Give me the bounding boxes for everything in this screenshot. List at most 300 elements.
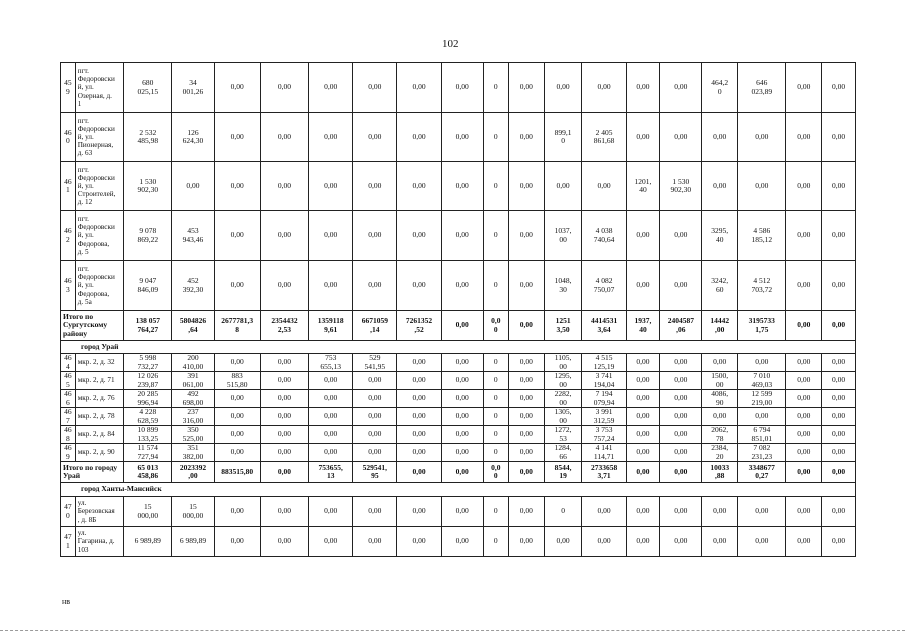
value-cell: 0,00 <box>353 408 397 426</box>
value-cell: 1 530 902,30 <box>124 162 172 211</box>
value-cell: 0,00 <box>786 63 822 113</box>
value-cell: 0,00 <box>441 211 483 261</box>
value-cell: 0 <box>483 426 508 444</box>
value-cell: 0,00 <box>309 408 353 426</box>
value-cell: 0,00 <box>822 426 856 444</box>
value-cell: 0,00 <box>822 63 856 113</box>
value-cell: 0,00 <box>260 462 308 483</box>
value-cell: 0,00 <box>214 113 260 162</box>
value-cell: 0 <box>544 497 582 527</box>
address-cell: мкр. 2, д. 90 <box>75 444 123 462</box>
value-cell: 0,00 <box>309 113 353 162</box>
row-index-cell: 46 5 <box>61 372 76 390</box>
value-cell: 12 599 219,00 <box>738 390 786 408</box>
value-cell: 0,00 <box>309 497 353 527</box>
address-cell: пгт. Федоровски й, ул. Федорова, д. 5 <box>75 211 123 261</box>
value-cell: 0 <box>483 162 508 211</box>
value-cell: 20 285 996,94 <box>124 390 172 408</box>
value-cell: 0,00 <box>508 311 544 341</box>
value-cell: 0,00 <box>544 63 582 113</box>
value-cell: 0,00 <box>441 497 483 527</box>
value-cell: 0 <box>483 497 508 527</box>
value-cell: 1305, 00 <box>544 408 582 426</box>
value-cell: 0,00 <box>214 426 260 444</box>
value-cell: 0,00 <box>260 113 308 162</box>
value-cell: 0,00 <box>738 497 786 527</box>
table-body <box>61 63 856 557</box>
value-cell: 0,00 <box>544 162 582 211</box>
value-cell: 0,00 <box>822 211 856 261</box>
value-cell: 0,00 <box>441 462 483 483</box>
value-cell: 0,00 <box>353 113 397 162</box>
value-cell: 0,00 <box>626 261 660 311</box>
value-cell: 0,00 <box>822 527 856 557</box>
total-row <box>61 462 856 483</box>
section-title: город Ханты-Мансийск <box>61 483 856 497</box>
value-cell: 0,00 <box>660 211 702 261</box>
value-cell: 0,00 <box>786 390 822 408</box>
row-index-cell: 45 9 <box>61 63 76 113</box>
row-index-cell: 46 6 <box>61 390 76 408</box>
value-cell: 0,00 <box>626 63 660 113</box>
row-index-cell: 46 8 <box>61 426 76 444</box>
value-cell: 0,00 <box>786 311 822 341</box>
value-cell: 237 316,00 <box>172 408 214 426</box>
table-row <box>61 162 856 211</box>
value-cell: 0,00 <box>309 527 353 557</box>
address-cell: пгт. Федоровски й, ул. Пионерная, д. 63 <box>75 113 123 162</box>
value-cell: 0,00 <box>786 113 822 162</box>
value-cell: 0 <box>483 261 508 311</box>
value-cell: 1284, 66 <box>544 444 582 462</box>
value-cell: 4 082 750,07 <box>582 261 626 311</box>
value-cell: 0,00 <box>441 527 483 557</box>
value-cell: 0,00 <box>260 162 308 211</box>
value-cell: 0,00 <box>786 497 822 527</box>
value-cell: 0,00 <box>397 211 441 261</box>
value-cell: 0 <box>483 408 508 426</box>
value-cell: 0,00 <box>214 211 260 261</box>
address-cell: мкр. 2, д. 78 <box>75 408 123 426</box>
value-cell: 1295, 00 <box>544 372 582 390</box>
value-cell: 0,00 <box>353 211 397 261</box>
value-cell: 0,00 <box>441 113 483 162</box>
value-cell: 0,00 <box>508 372 544 390</box>
value-cell: 2 532 485,98 <box>124 113 172 162</box>
value-cell: 0,00 <box>214 527 260 557</box>
value-cell: 0,00 <box>508 113 544 162</box>
value-cell: 0,00 <box>397 162 441 211</box>
value-cell: 1048, 30 <box>544 261 582 311</box>
value-cell: 10 899 133,25 <box>124 426 172 444</box>
table-row <box>61 372 856 390</box>
value-cell: 753655, 13 <box>309 462 353 483</box>
value-cell: 2404587 ,06 <box>660 311 702 341</box>
value-cell: 0,00 <box>260 444 308 462</box>
value-cell: 0,00 <box>309 426 353 444</box>
value-cell: 0,00 <box>260 261 308 311</box>
value-cell: 0,00 <box>660 390 702 408</box>
value-cell: 0,00 <box>738 527 786 557</box>
value-cell: 0,00 <box>353 426 397 444</box>
value-cell: 0,00 <box>309 261 353 311</box>
value-cell: 0 <box>483 527 508 557</box>
value-cell: 0,00 <box>397 462 441 483</box>
value-cell: 0,00 <box>660 354 702 372</box>
value-cell: 0,00 <box>626 113 660 162</box>
value-cell: 1 530 902,30 <box>660 162 702 211</box>
value-cell: 0,00 <box>626 408 660 426</box>
value-cell: 0 <box>483 354 508 372</box>
value-cell: 0,00 <box>397 408 441 426</box>
value-cell: 5804826 ,64 <box>172 311 214 341</box>
value-cell: 0,00 <box>397 63 441 113</box>
row-index-cell: 46 2 <box>61 211 76 261</box>
value-cell: 4 586 185,12 <box>738 211 786 261</box>
value-cell: 0,00 <box>822 408 856 426</box>
value-cell: 0,00 <box>544 527 582 557</box>
value-cell: 0,00 <box>822 311 856 341</box>
value-cell: 0,00 <box>582 527 626 557</box>
value-cell: 0,00 <box>786 444 822 462</box>
value-cell: 0,00 <box>786 372 822 390</box>
value-cell: 0,00 <box>508 211 544 261</box>
value-cell: 0,00 <box>822 462 856 483</box>
value-cell: 2733658 3,71 <box>582 462 626 483</box>
value-cell: 753 655,13 <box>309 354 353 372</box>
value-cell: 0,00 <box>214 63 260 113</box>
value-cell: 0,00 <box>260 426 308 444</box>
value-cell: 0,00 <box>822 354 856 372</box>
value-cell: 0,00 <box>309 211 353 261</box>
value-cell: 0,00 <box>508 527 544 557</box>
value-cell: 0,00 <box>441 261 483 311</box>
address-cell: пгт. Федоровски й, ул. Федорова, д. 5а <box>75 261 123 311</box>
value-cell: 4086, 90 <box>702 390 738 408</box>
value-cell: 6 794 851,01 <box>738 426 786 444</box>
value-cell: 0,00 <box>353 444 397 462</box>
value-cell: 0,00 <box>660 462 702 483</box>
value-cell: 453 943,46 <box>172 211 214 261</box>
value-cell: 0,00 <box>397 261 441 311</box>
value-cell: 6 989,89 <box>124 527 172 557</box>
table-row <box>61 63 856 113</box>
value-cell: 10033 ,88 <box>702 462 738 483</box>
value-cell: 0,00 <box>626 354 660 372</box>
value-cell: 4 038 740,64 <box>582 211 626 261</box>
value-cell: 0,00 <box>660 113 702 162</box>
value-cell: 0,00 <box>660 408 702 426</box>
value-cell: 0,00 <box>702 162 738 211</box>
value-cell: 2384, 20 <box>702 444 738 462</box>
value-cell: 0,00 <box>582 63 626 113</box>
table-row <box>61 390 856 408</box>
value-cell: 11 574 727,94 <box>124 444 172 462</box>
value-cell: 0,0 0 <box>483 462 508 483</box>
value-cell: 0,00 <box>397 390 441 408</box>
value-cell: 350 525,00 <box>172 426 214 444</box>
value-cell: 0,00 <box>702 497 738 527</box>
value-cell: 0,00 <box>786 354 822 372</box>
value-cell: 0 <box>483 113 508 162</box>
value-cell: 0,00 <box>508 444 544 462</box>
address-cell: мкр. 2, д. 32 <box>75 354 123 372</box>
value-cell: 0,00 <box>397 113 441 162</box>
total-row <box>61 311 856 341</box>
value-cell: 0,00 <box>738 408 786 426</box>
value-cell: 1272, 53 <box>544 426 582 444</box>
value-cell: 0,00 <box>441 311 483 341</box>
value-cell: 391 061,00 <box>172 372 214 390</box>
value-cell: 0,00 <box>397 426 441 444</box>
value-cell: 3 753 757,24 <box>582 426 626 444</box>
value-cell: 3348677 0,27 <box>738 462 786 483</box>
value-cell: 0,00 <box>626 444 660 462</box>
value-cell: 0,00 <box>822 497 856 527</box>
value-cell: 0,00 <box>397 497 441 527</box>
table-row <box>61 354 856 372</box>
value-cell: 0,00 <box>660 261 702 311</box>
value-cell: 0,00 <box>626 372 660 390</box>
value-cell: 0,00 <box>660 527 702 557</box>
value-cell: 7 194 079,94 <box>582 390 626 408</box>
value-cell: 4 512 703,72 <box>738 261 786 311</box>
value-cell: 0,00 <box>702 527 738 557</box>
value-cell: 0,00 <box>822 390 856 408</box>
value-cell: 1105, 00 <box>544 354 582 372</box>
value-cell: 0,00 <box>822 444 856 462</box>
value-cell: 0,00 <box>309 63 353 113</box>
value-cell: 2354432 2,53 <box>260 311 308 341</box>
value-cell: 0,00 <box>309 444 353 462</box>
value-cell: 0,00 <box>702 354 738 372</box>
value-cell: 0,00 <box>626 390 660 408</box>
table-row <box>61 426 856 444</box>
table-row <box>61 113 856 162</box>
value-cell: 0,00 <box>508 408 544 426</box>
value-cell: 0,00 <box>260 211 308 261</box>
value-cell: 0,00 <box>214 390 260 408</box>
row-index-cell: 46 3 <box>61 261 76 311</box>
value-cell: 0,00 <box>260 527 308 557</box>
value-cell: 3 741 194,04 <box>582 372 626 390</box>
value-cell: 0,00 <box>441 372 483 390</box>
value-cell: 0,00 <box>786 162 822 211</box>
value-cell: 3 991 312,59 <box>582 408 626 426</box>
value-cell: 4 141 114,71 <box>582 444 626 462</box>
value-cell: 0,00 <box>353 162 397 211</box>
table-row <box>61 211 856 261</box>
scan-edge-line <box>0 630 905 631</box>
value-cell: 0,00 <box>353 63 397 113</box>
value-cell: 0,00 <box>582 497 626 527</box>
value-cell: 0,00 <box>626 211 660 261</box>
value-cell: 0,00 <box>738 162 786 211</box>
value-cell: 7261352 ,52 <box>397 311 441 341</box>
value-cell: 0,00 <box>508 462 544 483</box>
value-cell: 529541, 95 <box>353 462 397 483</box>
value-cell: 15 000,00 <box>172 497 214 527</box>
value-cell: 1251 3,50 <box>544 311 582 341</box>
value-cell: 452 392,30 <box>172 261 214 311</box>
value-cell: 0,00 <box>786 426 822 444</box>
value-cell: 138 057 764,27 <box>124 311 172 341</box>
table-row <box>61 444 856 462</box>
value-cell: 6 989,89 <box>172 527 214 557</box>
value-cell: 9 078 869,22 <box>124 211 172 261</box>
value-cell: 0,00 <box>822 261 856 311</box>
row-index-cell: 46 9 <box>61 444 76 462</box>
value-cell: 680 025,15 <box>124 63 172 113</box>
value-cell: 15 000,00 <box>124 497 172 527</box>
value-cell: 0,00 <box>397 527 441 557</box>
capital-repair-table <box>60 62 856 557</box>
row-index-cell: 47 0 <box>61 497 76 527</box>
value-cell: 0,00 <box>660 372 702 390</box>
value-cell: 1201, 40 <box>626 162 660 211</box>
table-row <box>61 497 856 527</box>
value-cell: 0,00 <box>397 444 441 462</box>
value-cell: 3242, 60 <box>702 261 738 311</box>
value-cell: 3295, 40 <box>702 211 738 261</box>
value-cell: 0,00 <box>660 497 702 527</box>
value-cell: 0,00 <box>508 354 544 372</box>
value-cell: 0,00 <box>441 390 483 408</box>
value-cell: 0,00 <box>626 462 660 483</box>
row-index-cell: 47 1 <box>61 527 76 557</box>
value-cell: 0,0 0 <box>483 311 508 341</box>
address-cell: пгт. Федоровски й, ул. Озерная, д. 1 <box>75 63 123 113</box>
section-title: город Урай <box>61 341 856 354</box>
value-cell: 0,00 <box>508 63 544 113</box>
value-cell: 0,00 <box>214 261 260 311</box>
section-header-row <box>61 483 856 497</box>
value-cell: 0,00 <box>353 497 397 527</box>
value-cell: 0,00 <box>786 527 822 557</box>
address-cell: мкр. 2, д. 84 <box>75 426 123 444</box>
value-cell: 0,00 <box>397 372 441 390</box>
value-cell: 0,00 <box>260 354 308 372</box>
value-cell: 0,00 <box>309 372 353 390</box>
value-cell: 0,00 <box>508 390 544 408</box>
value-cell: 0 <box>483 63 508 113</box>
value-cell: 0,00 <box>397 354 441 372</box>
value-cell: 0,00 <box>660 426 702 444</box>
value-cell: 0,00 <box>822 372 856 390</box>
value-cell: 0,00 <box>214 408 260 426</box>
value-cell: 0,00 <box>786 408 822 426</box>
footer-mark: нв <box>62 597 71 606</box>
value-cell: 0,00 <box>626 527 660 557</box>
report-table-wrapper <box>60 62 856 557</box>
value-cell: 0,00 <box>441 408 483 426</box>
value-cell: 6671059 ,14 <box>353 311 397 341</box>
value-cell: 0,00 <box>353 527 397 557</box>
value-cell: 34 001,26 <box>172 63 214 113</box>
value-cell: 0,00 <box>441 426 483 444</box>
value-cell: 0,00 <box>441 63 483 113</box>
value-cell: 0,00 <box>702 113 738 162</box>
value-cell: 7 010 469,03 <box>738 372 786 390</box>
value-cell: 0,00 <box>738 354 786 372</box>
value-cell: 2023392 ,00 <box>172 462 214 483</box>
value-cell: 0,00 <box>260 497 308 527</box>
value-cell: 200 410,00 <box>172 354 214 372</box>
row-index-cell: 46 4 <box>61 354 76 372</box>
value-cell: 0,00 <box>172 162 214 211</box>
row-index-cell: 46 7 <box>61 408 76 426</box>
value-cell: 0,00 <box>353 390 397 408</box>
value-cell: 0,00 <box>786 261 822 311</box>
value-cell: 2062, 78 <box>702 426 738 444</box>
address-cell: мкр. 2, д. 71 <box>75 372 123 390</box>
value-cell: 7 082 231,23 <box>738 444 786 462</box>
value-cell: 0,00 <box>309 162 353 211</box>
value-cell: 883515,80 <box>214 462 260 483</box>
value-cell: 0,00 <box>441 162 483 211</box>
address-cell: пгт. Федоровски й, ул. Строителей, д. 12 <box>75 162 123 211</box>
value-cell: 0,00 <box>738 113 786 162</box>
value-cell: 0,00 <box>508 261 544 311</box>
value-cell: 2 405 861,68 <box>582 113 626 162</box>
value-cell: 8544, 19 <box>544 462 582 483</box>
address-cell: ул. Гагарина, д. 103 <box>75 527 123 557</box>
value-cell: 0,00 <box>214 444 260 462</box>
table-row <box>61 527 856 557</box>
row-index-cell: 46 0 <box>61 113 76 162</box>
value-cell: 0,00 <box>786 462 822 483</box>
value-cell: 883 515,80 <box>214 372 260 390</box>
value-cell: 0,00 <box>822 162 856 211</box>
value-cell: 492 698,00 <box>172 390 214 408</box>
value-cell: 0,00 <box>660 63 702 113</box>
value-cell: 0,00 <box>214 354 260 372</box>
value-cell: 65 013 458,86 <box>124 462 172 483</box>
value-cell: 0,00 <box>441 354 483 372</box>
value-cell: 0,00 <box>508 162 544 211</box>
value-cell: 9 047 846,09 <box>124 261 172 311</box>
value-cell: 0 <box>483 444 508 462</box>
value-cell: 3195733 1,75 <box>738 311 786 341</box>
value-cell: 2282, 00 <box>544 390 582 408</box>
value-cell: 0,00 <box>626 497 660 527</box>
value-cell: 0,00 <box>441 444 483 462</box>
value-cell: 646 023,89 <box>738 63 786 113</box>
value-cell: 0,00 <box>822 113 856 162</box>
table-row <box>61 408 856 426</box>
value-cell: 0,00 <box>214 162 260 211</box>
value-cell: 126 624,30 <box>172 113 214 162</box>
value-cell: 1037, 00 <box>544 211 582 261</box>
value-cell: 14442 ,00 <box>702 311 738 341</box>
value-cell: 0,00 <box>582 162 626 211</box>
row-index-cell: 46 1 <box>61 162 76 211</box>
section-header-row <box>61 341 856 354</box>
value-cell: 529 541,95 <box>353 354 397 372</box>
value-cell: 464,2 0 <box>702 63 738 113</box>
value-cell: 899,1 0 <box>544 113 582 162</box>
page-number: 102 <box>442 38 459 50</box>
value-cell: 4 228 628,59 <box>124 408 172 426</box>
value-cell: 0,00 <box>702 408 738 426</box>
value-cell: 4 515 125,19 <box>582 354 626 372</box>
value-cell: 0 <box>483 211 508 261</box>
value-cell: 4414531 3,64 <box>582 311 626 341</box>
value-cell: 0,00 <box>660 444 702 462</box>
total-label: Итого по Сургутскому району <box>61 311 124 341</box>
address-cell: мкр. 2, д. 76 <box>75 390 123 408</box>
value-cell: 2677781,3 8 <box>214 311 260 341</box>
